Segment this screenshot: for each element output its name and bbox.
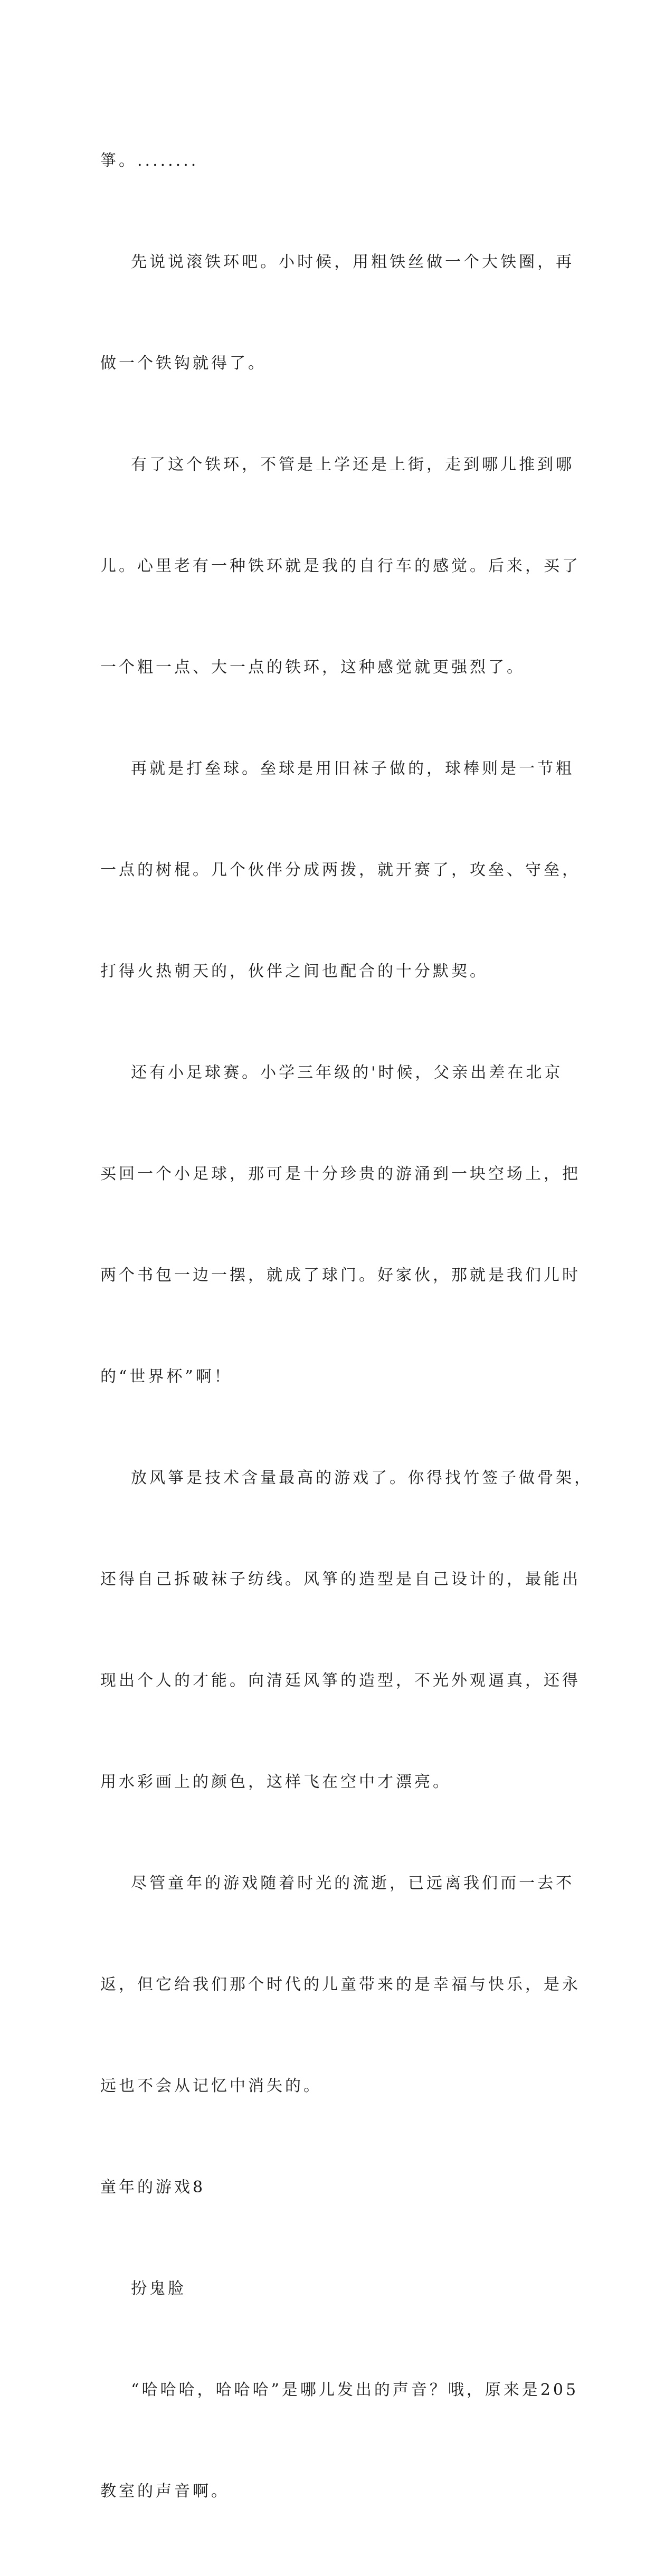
text-line: 打得火热朝天的，伙伴之间也配合的十分默契。 (100, 962, 488, 981)
text-line: 再就是打垒球。垒球是用旧袜子做的，球棒则是一节粗 (100, 759, 575, 778)
text-line: 箏。........ (100, 151, 199, 170)
text-line: 一个粗一点、大一点的铁环，这种感觉就更强烈了。 (100, 658, 525, 677)
text-line: 买回一个小足球，那可是十分珍贵的游涌到一块空场上，把 (100, 1165, 581, 1183)
text-line: 做一个铁钩就得了。 (100, 354, 267, 373)
text-line: 现出个人的才能。向清廷风箏的造型，不光外观逼真，还得 (100, 1671, 581, 1690)
text-line: 远也不会从记忆中消失的。 (100, 2077, 322, 2095)
text-line: 儿。心里老有一种铁环就是我的自行车的感觉。后来，买了 (100, 557, 581, 575)
text-line: 的“世界杯”啊！ (100, 1367, 233, 1386)
text-line: “哈哈哈，哈哈哈”是哪儿发出的声音？哦，原来是205 (100, 2381, 579, 2399)
text-line: 扮鬼脸 (100, 2279, 187, 2298)
text-line: 尽管童年的游戏随着时光的流逝，已远离我们而一去不 (100, 1874, 575, 1893)
document-body (100, 77, 593, 2576)
text-line: 还得自己拆破袜子纺线。风箏的造型是自己设计的，最能出 (100, 1570, 581, 1589)
text-line: 两个书包一边一摆，就成了球门。好家伙，那就是我们儿时 (100, 1266, 581, 1285)
text-line: 有了这个铁环，不管是上学还是上街，走到哪儿推到哪 (100, 455, 575, 474)
text-line: 教室的声音啊。 (100, 2482, 230, 2501)
text-line: 放风箏是技术含量最高的游戏了。你得找竹签子做骨架， (100, 1469, 593, 1487)
text-line: 用水彩画上的颜色，这样飞在空中才漂亮。 (100, 1773, 451, 1791)
text-line: 返，但它给我们那个时代的儿童带来的是幸福与快乐，是永 (100, 1975, 581, 1994)
text-line: 还有小足球赛。小学三年级的'时候，父亲出差在北京 (100, 1063, 563, 1082)
text-line: 一点的树棍。几个伙伴分成两拨，就开赛了，攻垒、守垒， (100, 861, 581, 879)
section-heading: 童年的游戏8 (100, 2178, 206, 2197)
text-line: 先说说滚铁环吧。小时候，用粗铁丝做一个大铁圈，再 (100, 253, 575, 271)
